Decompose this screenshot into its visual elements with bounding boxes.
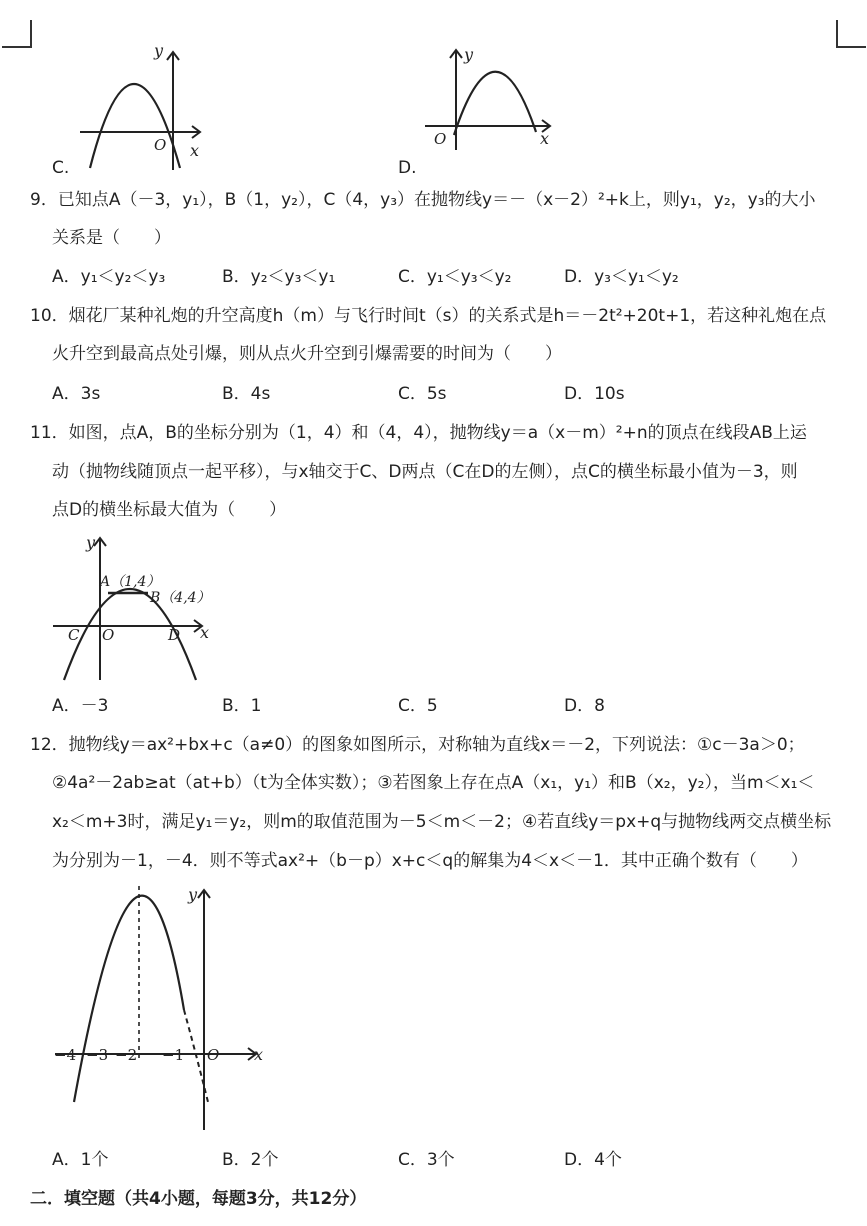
tick-label-neg3: −3 bbox=[86, 1046, 109, 1064]
corner-mark-left bbox=[2, 20, 32, 48]
q12-option-c[interactable]: C．3个 bbox=[398, 1150, 455, 1170]
q12-option-d[interactable]: D．4个 bbox=[564, 1150, 622, 1170]
tick-label-neg2: −2 bbox=[115, 1046, 138, 1064]
point-c-label: C bbox=[68, 626, 80, 644]
point-a-label: A（1,4） bbox=[100, 574, 161, 590]
q11-line2: 动（抛物线随顶点一起平移），与x轴交于C、D两点（C在D的左侧），点C的横坐标最小值为－3，则 bbox=[52, 462, 798, 482]
q11-option-c[interactable]: C．5 bbox=[398, 696, 438, 716]
q12-figure bbox=[50, 880, 280, 1140]
q11-figure bbox=[50, 530, 230, 690]
y-axis-label: y bbox=[464, 45, 474, 64]
q11-option-a[interactable]: A．－3 bbox=[52, 696, 109, 716]
q9-line1: 9．已知点A（－3，y₁），B（1，y₂），C（4，y₃）在抛物线y＝－（x－2）²+k上，则y₁，y₂，y₃的大小 bbox=[30, 190, 816, 210]
figure-option-c bbox=[70, 40, 220, 180]
y-axis-label: y bbox=[86, 533, 96, 552]
q9-option-a[interactable]: A．y₁＜y₂＜y₃ bbox=[52, 267, 166, 287]
q12-line3: x₂＜m+3时，满足y₁＝y₂，则m的取值范围为－5＜m＜－2；④若直线y＝px+q与抛物线两交点横坐标 bbox=[52, 812, 832, 832]
section-2-title: 二．填空题（共4小题，每题3分，共12分） bbox=[30, 1189, 367, 1209]
q10-option-a[interactable]: A．3s bbox=[52, 384, 101, 404]
option-c-label: C. bbox=[52, 158, 70, 178]
q10-option-c[interactable]: C．5s bbox=[398, 384, 447, 404]
x-axis-label: x bbox=[200, 623, 210, 642]
q12-option-b[interactable]: B．2个 bbox=[222, 1150, 279, 1170]
option-d-label: D. bbox=[398, 158, 417, 178]
q10-line2: 火升空到最高点处引爆，则从点火升空到引爆需要的时间为（ ） bbox=[52, 344, 562, 364]
y-axis-label: y bbox=[188, 885, 198, 904]
origin-label: O bbox=[102, 626, 115, 644]
q10-option-d[interactable]: D．10s bbox=[564, 384, 625, 404]
point-d-label: D bbox=[168, 626, 181, 644]
corner-mark-right bbox=[836, 20, 866, 48]
q9-option-c[interactable]: C．y₁＜y₃＜y₂ bbox=[398, 267, 512, 287]
y-axis-label: y bbox=[154, 41, 164, 60]
x-axis-label: x bbox=[254, 1045, 264, 1064]
q9-line2: 关系是（ ） bbox=[52, 228, 171, 248]
tick-label-neg4: −4 bbox=[54, 1046, 77, 1064]
q10-option-b[interactable]: B．4s bbox=[222, 384, 271, 404]
q11-line1: 11．如图，点A，B的坐标分别为（1，4）和（4，4），抛物线y＝a（x－m）²+n的顶点在线段AB上运 bbox=[30, 423, 807, 443]
q12-line4: 为分别为－1，－4．则不等式ax²+（b－p）x+c＜q的解集为4＜x＜－1．其中正确个数有（ ） bbox=[52, 851, 808, 871]
q11-line3: 点D的横坐标最大值为（ ） bbox=[52, 500, 287, 520]
q11-option-b[interactable]: B．1 bbox=[222, 696, 262, 716]
q10-line1: 10．烟花厂某种礼炮的升空高度h（m）与飞行时间t（s）的关系式是h＝－2t²+20t+1，若这种礼炮在点 bbox=[30, 306, 827, 326]
origin-label: O bbox=[434, 130, 447, 148]
q12-option-a[interactable]: A．1个 bbox=[52, 1150, 109, 1170]
x-axis-label: x bbox=[190, 141, 200, 160]
q9-option-d[interactable]: D．y₃＜y₁＜y₂ bbox=[564, 267, 679, 287]
x-axis-label: x bbox=[540, 129, 550, 148]
point-b-label: B（4,4） bbox=[150, 590, 211, 606]
figure-option-d bbox=[420, 40, 570, 160]
q11-option-d[interactable]: D．8 bbox=[564, 696, 605, 716]
q9-option-b[interactable]: B．y₂＜y₃＜y₁ bbox=[222, 267, 336, 287]
q12-line1: 12．抛物线y＝ax²+bx+c（a≠0）的图象如图所示，对称轴为直线x＝－2，下列说法：①c－3a＞0； bbox=[30, 735, 805, 755]
q12-line2: ②4a²－2ab≥at（at+b）（t为全体实数）；③若图象上存在点A（x₁，y₁）和B（x₂，y₂），当m＜x₁＜ bbox=[52, 773, 815, 793]
tick-label-neg1: −1 bbox=[162, 1046, 185, 1064]
origin-label: O bbox=[207, 1046, 220, 1064]
origin-label: O bbox=[154, 136, 167, 154]
